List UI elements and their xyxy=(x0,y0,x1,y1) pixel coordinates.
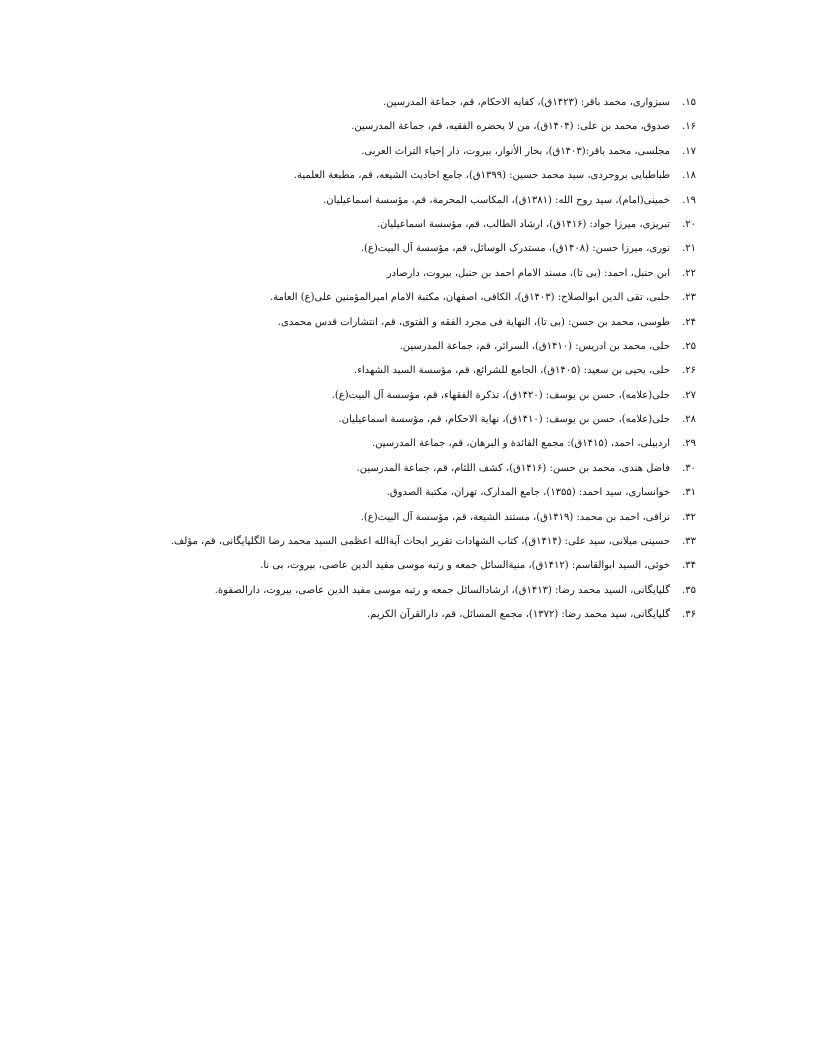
reference-item xyxy=(76,412,696,436)
reference-item xyxy=(76,534,696,558)
reference-number: ۲۹. xyxy=(682,438,696,450)
reference-text: طباطبایی بروجردی، سید محمد حسین: (۱۳۹۹ق)، جامع احادیث الشیعه، قم، مطبعة العلمیة. xyxy=(293,170,670,182)
reference-item xyxy=(76,119,696,143)
reference-text: فاضل هندی، محمد بن حسن: (۱۴۱۶ق)، کشف اللثام، قم، جماعة المدرسین. xyxy=(356,462,670,474)
reference-item xyxy=(76,193,696,217)
reference-number: ۲۰. xyxy=(682,218,696,230)
reference-text: ابن حنبل، احمد: (بی تا)، مسند الامام احمد بن حنبل، بیروت، دارصادر xyxy=(386,267,670,279)
reference-number: ۱۹. xyxy=(682,194,696,206)
reference-item xyxy=(76,241,696,265)
reference-item xyxy=(76,436,696,460)
reference-number: ۳۶. xyxy=(682,609,696,621)
reference-item xyxy=(76,388,696,412)
reference-item xyxy=(76,485,696,509)
reference-text: گلپایگانی، السید محمد رضا: (۱۴۱۳ق)، ارشادالسائل جمعه و رتبه موسی مفید الدین عاصی، بیروت، دارالصفوة. xyxy=(214,584,670,596)
reference-text: حلی(علامه)، حسن بن یوسف: (۱۴۱۰ق)، نهایة الاحکام، قم، مؤسسة اسماعیلیان. xyxy=(338,414,670,426)
reference-text: نوری، میرزا حسن: (۱۴۰۸ق)، مستدرک الوسائل، قم، مؤسسة آل البیت(ع). xyxy=(360,243,670,255)
reference-item xyxy=(76,266,696,290)
reference-text: گلپایگانی، سید محمد رضا: (۱۳۷۲)، مجمع المسائل، قم، دارالقرآن الکریم. xyxy=(367,609,670,621)
reference-number: ۳۴. xyxy=(682,560,696,572)
reference-text: خوئی، السید ابوالقاسم: (۱۴۱۲ق)، منیةالسائل جمعه و رتبه موسی مفید الدین عاصی، بیروت، بی نا. xyxy=(260,560,670,572)
reference-item xyxy=(76,168,696,192)
reference-list xyxy=(76,95,696,632)
reference-number: ۲۷. xyxy=(682,389,696,401)
reference-text: خوانساری، سید احمد: (۱۳۵۵)، جامع المدارک، تهران، مکتبة الصدوق. xyxy=(386,487,670,499)
reference-text: حسینی میلانی، سید علی: (۱۴۱۴ق)، کتاب الشهادات تقریر ابحاث آیةالله اعظمی السید محمد رضا الگلپایگانی، قم، مؤلف. xyxy=(170,536,670,548)
reference-number: ۳۵. xyxy=(682,584,696,596)
reference-text: نراقی، احمد بن محمد: (۱۴۱۹ق)، مستند الشیعة، قم، مؤسسة آل البیت(ع). xyxy=(360,511,670,523)
reference-number: ۱۵. xyxy=(682,97,696,108)
reference-number: ۲۱. xyxy=(682,243,696,255)
reference-number: ۱۶. xyxy=(682,121,696,133)
reference-item xyxy=(76,144,696,168)
reference-number: ۲۳. xyxy=(682,292,696,304)
reference-number: ۲۵. xyxy=(682,340,696,352)
reference-number: ۳۱. xyxy=(682,487,696,499)
reference-number: ۲۸. xyxy=(682,414,696,426)
reference-number: ۲۴. xyxy=(682,316,696,328)
reference-item xyxy=(76,95,696,119)
reference-number: ۳۰. xyxy=(682,462,696,474)
reference-item xyxy=(76,363,696,387)
reference-text: طوسی، محمد بن حسن: (بی تا)، النهایة فی مجرد الفقه و الفتوی، قم، انتشارات قدس محمدی. xyxy=(277,316,670,328)
reference-item xyxy=(76,607,696,631)
reference-text: حلی(علامه)، حسن بن یوسف: (۱۴۲۰ق)، تذکرة الفقهاء، قم، مؤسسة آل البیت(ع). xyxy=(331,389,670,401)
reference-text: تبریزی، میرزا جواد: (۱۴۱۶ق)، ارشاد الطالب، قم، مؤسسة اسماعیلیان. xyxy=(376,218,670,230)
reference-text: حلی، یحیی بن سعید: (۱۴۰۵ق)، الجامع للشرائع، قم، مؤسسة السید الشهداء. xyxy=(354,365,670,377)
reference-item xyxy=(76,315,696,339)
reference-item xyxy=(76,217,696,241)
reference-item xyxy=(76,290,696,314)
reference-item xyxy=(76,583,696,607)
reference-text: صدوق، محمد بن علی: (۱۴۰۴ق)، من لا یحضره الفقیه، قم، جماعة المدرسین. xyxy=(351,121,670,133)
reference-text: اردبیلی، احمد، (۱۴۱۵ق): مجمع الفائدة و البرهان، قم، جماعة المدرسین. xyxy=(371,438,670,450)
reference-text: مجلسی، محمد باقر:(۱۴۰۳ق)، بحار الأنوار، بیروت، دار إحیاء التراث العربی. xyxy=(361,145,670,157)
reference-number: ۱۸. xyxy=(682,170,696,182)
reference-text: حلبی، تقی الدین ابوالصلاح: (۱۴۰۳ق)، الکافی، اصفهان، مکتبة الامام امیرالمؤمنین علی(ع) العامة. xyxy=(269,292,670,304)
reference-item xyxy=(76,558,696,582)
reference-item xyxy=(76,510,696,534)
reference-item xyxy=(76,461,696,485)
reference-item xyxy=(76,339,696,363)
reference-text: سبزواری، محمد باقر: (۱۴۲۳ق)، کفایه الاحکام، قم، جماعة المدرسین. xyxy=(383,97,670,108)
reference-number: ۲۶. xyxy=(682,365,696,377)
reference-text: حلی، محمد بن ادریس: (۱۴۱۰ق)، السرائر، قم، جماعة المدرسین. xyxy=(399,340,670,352)
reference-number: ۱۷. xyxy=(682,145,696,157)
reference-number: ۳۲. xyxy=(682,511,696,523)
reference-number: ۳۳. xyxy=(682,536,696,548)
reference-text: خمینی(امام)، سید روح الله: (۱۳۸۱ق)، المکاسب المحرمة، قم، مؤسسة اسماعیلیان. xyxy=(323,194,670,206)
reference-number: ۲۲. xyxy=(682,267,696,279)
